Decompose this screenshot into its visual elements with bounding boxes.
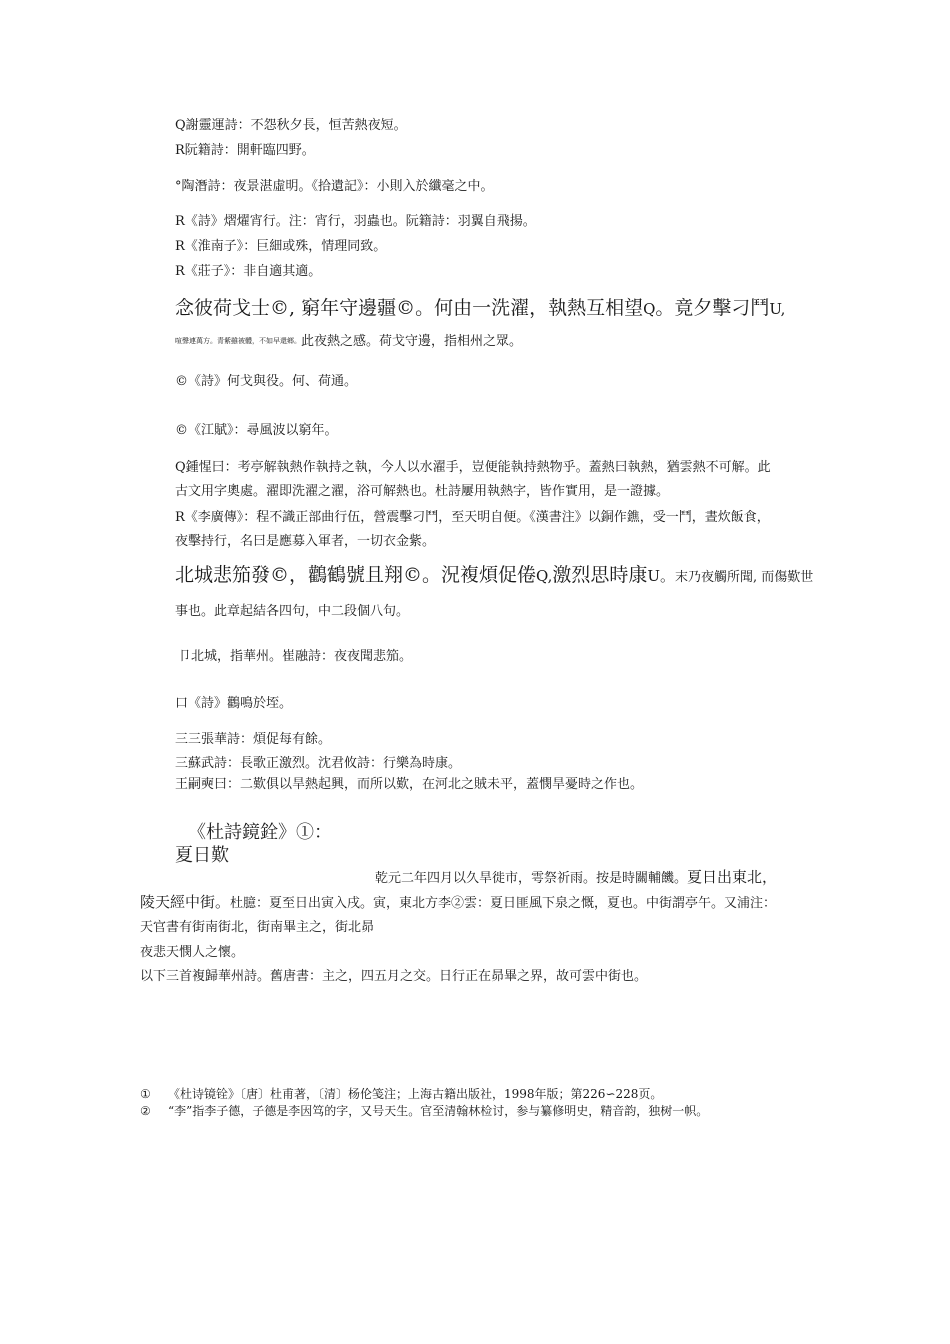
note-he-ge: ©《詩》何戈與役。何、荷通。 bbox=[175, 374, 358, 389]
footnote-2-number: ② bbox=[140, 1104, 151, 1118]
poem-line-1 bbox=[175, 296, 785, 321]
note-guan-ming: 口《詩》鸛鳴於垤。 bbox=[175, 696, 293, 711]
note-wang-sishi: 王嗣奭曰：二歎俱以旱熱起興，而所以歎，在河北之賊未平，蓋憫旱憂時之作也。 bbox=[175, 777, 644, 792]
section-line-2-verse: 陵天經中街。 bbox=[140, 893, 231, 911]
poem-line-2-u-mark: U。 bbox=[647, 567, 676, 585]
note-shi-yixing: R《詩》熠燿宵行。注：宵行，羽蟲也。阮籍詩：羽翼自飛揚。 bbox=[175, 214, 536, 229]
footnote-1-number: ① bbox=[140, 1087, 151, 1101]
note-huainanzi: R《淮南子》：巨細或殊，情理同致。 bbox=[175, 239, 387, 254]
poem-line-1-q-mark: Q bbox=[643, 300, 656, 318]
section-line-2-text: 杜臆：夏至日出寅入戌。寅，東北方李②雲：夏日匪風下泉之慨，夏也。中街謂亭午。又浦注： bbox=[230, 896, 777, 911]
note-ruan-ji: R阮籍詩：開軒臨四野。 bbox=[175, 143, 315, 158]
section-line-4: 夜悲天憫人之懷。 bbox=[140, 945, 245, 960]
note-zhong-xing-1: Q鍾惺曰：考亭解執熱作執持之執，今人以水濯手，豈便能執持熱物乎。蓋熱曰執熱，猶雲熱不可解。此 bbox=[175, 460, 771, 475]
note-zhang-hua: 三三張華詩：煩促每有餘。 bbox=[175, 732, 332, 747]
note-bei-cheng: 卩北城，指華州。崔融詩：夜夜聞悲笳。 bbox=[178, 649, 413, 664]
note-jiang-fu: ©《江賦》：尋風波以窮年。 bbox=[175, 423, 338, 438]
poem-line-2-text: 北城悲笳發©，鸛鶴號且翔©。況複煩促倦 bbox=[175, 564, 537, 586]
note-zhuangzi: R《莊子》：非自適其適。 bbox=[175, 264, 322, 279]
book-title: 《杜詩鏡銓》①： bbox=[188, 822, 332, 843]
note-li-guang-1: R《李廣傳》：程不識正部曲行伍，營震擊刁鬥，至天明自便。《漢書注》以銅作鐎，受一鬥，晝炊飯食， bbox=[175, 510, 770, 525]
poem-line-2-text-2: 激烈思時康 bbox=[552, 564, 648, 586]
footnote-1 bbox=[140, 1085, 662, 1103]
poem-line-2-tail: 末乃夜觸所聞, 而傷歎世 bbox=[675, 570, 814, 585]
poem-line-2 bbox=[175, 563, 813, 590]
poem-line-1-text: 念彼荷戈士©, 窮年守邊疆©。何由一洗濯，執熱互相望 bbox=[175, 297, 644, 319]
section-line-1 bbox=[375, 868, 777, 888]
section-line-3: 天官書有街南街北，街南畢主之，街北昴 bbox=[140, 920, 375, 935]
poem-line-1-tiny-text: 喧聲連萬方。青紫雖被體，不如早還鄉。 bbox=[175, 337, 301, 345]
section-line-1-verse: 夏日出東北， bbox=[687, 868, 778, 886]
note-li-guang-2: 夜擊持行，名曰是應募入軍者，一切衣金紫。 bbox=[175, 534, 436, 549]
poem-line-1-comment: 此夜熱之感。荷戈守邊，指相州之眾。 bbox=[301, 334, 523, 349]
footnote-1-text: 《杜诗镜铨》〔唐〕杜甫著，〔清〕杨伦笺注；上海古籍出版社，1998年版；第226∽228页。 bbox=[168, 1087, 663, 1101]
section-line-2 bbox=[140, 893, 776, 913]
note-xie-lingyun: Q謝靈運詩：不怨秋夕長，恒苦熱夜短。 bbox=[175, 118, 407, 133]
poem-line-1-u-mark: U, bbox=[769, 300, 786, 318]
footnote-2 bbox=[140, 1102, 708, 1120]
section-line-5: 以下三首複歸華州詩。舊唐書：主之，四五月之交。日行正在昴畢之界，故可雲中街也。 bbox=[140, 969, 648, 984]
poem-line-2-q-mark: Q, bbox=[536, 567, 553, 585]
poem-line-1-sub bbox=[175, 332, 522, 351]
poem-line-1-text-2: 。竟夕擊刁鬥 bbox=[655, 297, 770, 319]
footnote-2-text: “李”指李子德，子德是李因笃的字，又号天生。官至清翰林检讨，参与纂修明史，精音韵，独树一帜。 bbox=[168, 1104, 709, 1118]
section-line-1-text: 乾元二年四月以久旱徙市，雩祭祈雨。按是時關輔饑。 bbox=[375, 871, 688, 886]
note-tao-qian: °陶潛詩：夜景湛虛明。《拾遺記》：小則入於纖毫之中。 bbox=[175, 179, 494, 194]
note-structure: 事也。此章起結各四句，中二段個八句。 bbox=[175, 604, 410, 619]
note-zhong-xing-2: 古文用字奧處。濯即洗濯之濯，浴可解熱也。杜詩屢用執熱字，皆作實用，是一證據。 bbox=[175, 484, 670, 499]
note-su-wu: 三蘇武詩：長歌正激烈。沈君攸詩：行樂為時康。 bbox=[175, 756, 462, 771]
poem-title: 夏日歎 bbox=[175, 845, 229, 866]
